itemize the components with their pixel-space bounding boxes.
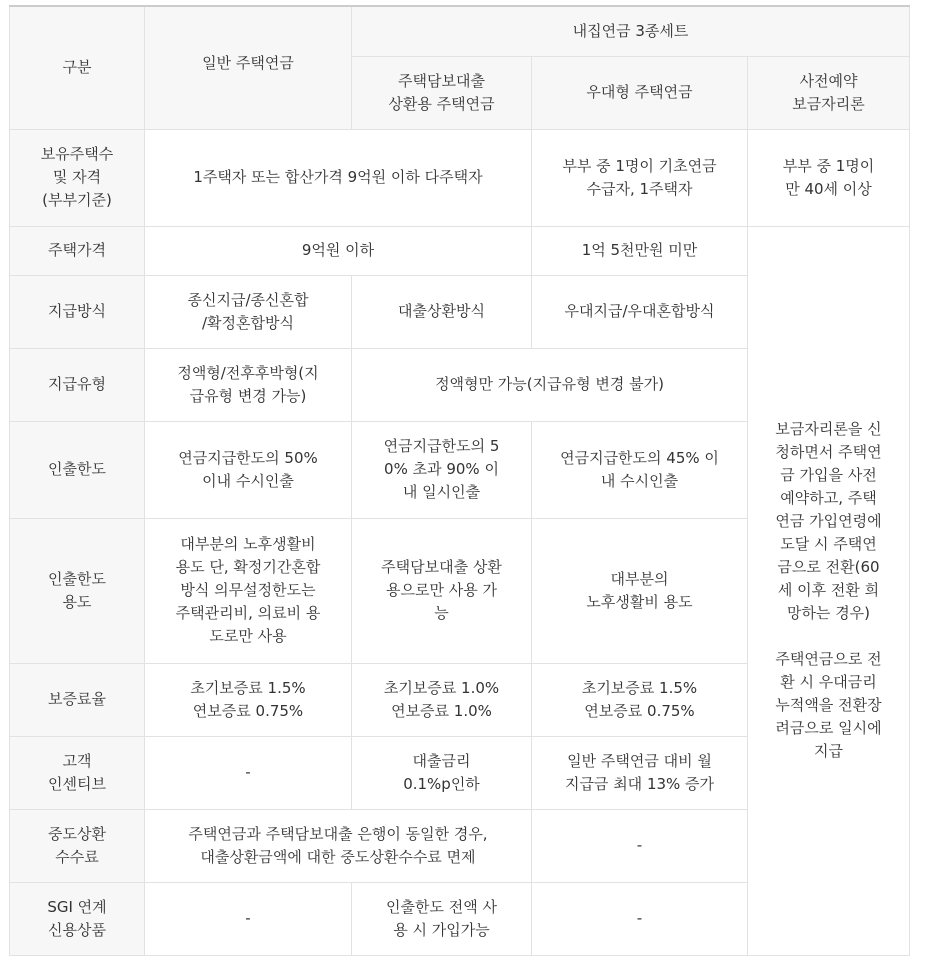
table-row [10,226,910,275]
table-cell: 연금지급한도의 50% 이내 수시인출 [145,421,352,518]
header-pre-reserved-loan: 사전예약 보금자리론 [748,56,910,129]
table-cell: 1주택자 또는 합산가격 9억원 이하 다주택자 [145,129,532,226]
table-cell: 대출금리 0.1%p인하 [352,736,532,809]
table-cell: - [532,809,748,882]
table-cell: 연금지급한도의 45% 이 내 수시인출 [532,421,748,518]
table-cell: 부부 중 1명이 기초연금 수급자, 1주택자 [532,129,748,226]
row-label: 주택가격 [10,226,145,275]
row-label: 지급유형 [10,348,145,421]
reverse-mortgage-comparison-table [9,5,910,956]
table-cell: 초기보증료 1.5% 연보증료 0.75% [532,663,748,736]
row-label: SGI 연계 신용상품 [10,882,145,955]
row-label: 고객 인센티브 [10,736,145,809]
table-cell: 9억원 이하 [145,226,532,275]
table-cell: - [145,736,352,809]
table-cell: 대부분의 노후생활비 용도 단, 확정기간혼합 방식 의무설정한도는 주택관리비, 의료비 용 도로만 사용 [145,518,352,663]
table-cell: 초기보증료 1.5% 연보증료 0.75% [145,663,352,736]
table-cell: 정액형만 가능(지급유형 변경 불가) [352,348,748,421]
header-category: 구분 [10,6,145,129]
table-cell: 대출상환방식 [352,275,532,348]
table-cell: - [145,882,352,955]
table-cell: 일반 주택연금 대비 월 지급금 최대 13% 증가 [532,736,748,809]
table-cell: 인출한도 전액 사 용 시 가입가능 [352,882,532,955]
row-label: 보유주택수 및 자격 (부부기준) [10,129,145,226]
table-cell: 부부 중 1명이 만 40세 이상 [748,129,910,226]
header-row-1 [10,6,910,56]
table-cell: 주택연금과 주택담보대출 은행이 동일한 경우, 대출상환금액에 대한 중도상환수수료 면제 [145,809,532,882]
row-label: 인출한도 [10,421,145,518]
table-cell: 종신지급/종신혼합 /확정혼합방식 [145,275,352,348]
row-label: 지급방식 [10,275,145,348]
table-cell: 연금지급한도의 5 0% 초과 90% 이 내 일시인출 [352,421,532,518]
table-cell: 초기보증료 1.0% 연보증료 1.0% [352,663,532,736]
header-preferential-pension: 우대형 주택연금 [532,56,748,129]
table-row [10,129,910,226]
header-general-pension: 일반 주택연금 [145,6,352,129]
table-cell: 주택담보대출 상환 용으로만 사용 가 능 [352,518,532,663]
table-cell: 1억 5천만원 미만 [532,226,748,275]
table-cell: 우대지급/우대혼합방식 [532,275,748,348]
table-cell: 정액형/전후후박형(지 급유형 변경 가능) [145,348,352,421]
table-cell-merged-description: 보금자리론을 신 청하면서 주택연 금 가입을 사전 예약하고, 주택 연금 가입연령에 도달 시 주택연 금으로 전환(60 세 이후 전환 희 망하는 경우) 주택연금으로 전 환 시 우대금리 누적액을 전환장 려금으로 일시에 지급 [748,226,910,955]
row-label: 보증료율 [10,663,145,736]
table-cell: - [532,882,748,955]
row-label: 중도상환 수수료 [10,809,145,882]
header-loan-repayment-pension: 주택담보대출 상환용 주택연금 [352,56,532,129]
table-cell: 대부분의 노후생활비 용도 [532,518,748,663]
row-label: 인출한도 용도 [10,518,145,663]
header-set-group: 내집연금 3종세트 [352,6,910,56]
